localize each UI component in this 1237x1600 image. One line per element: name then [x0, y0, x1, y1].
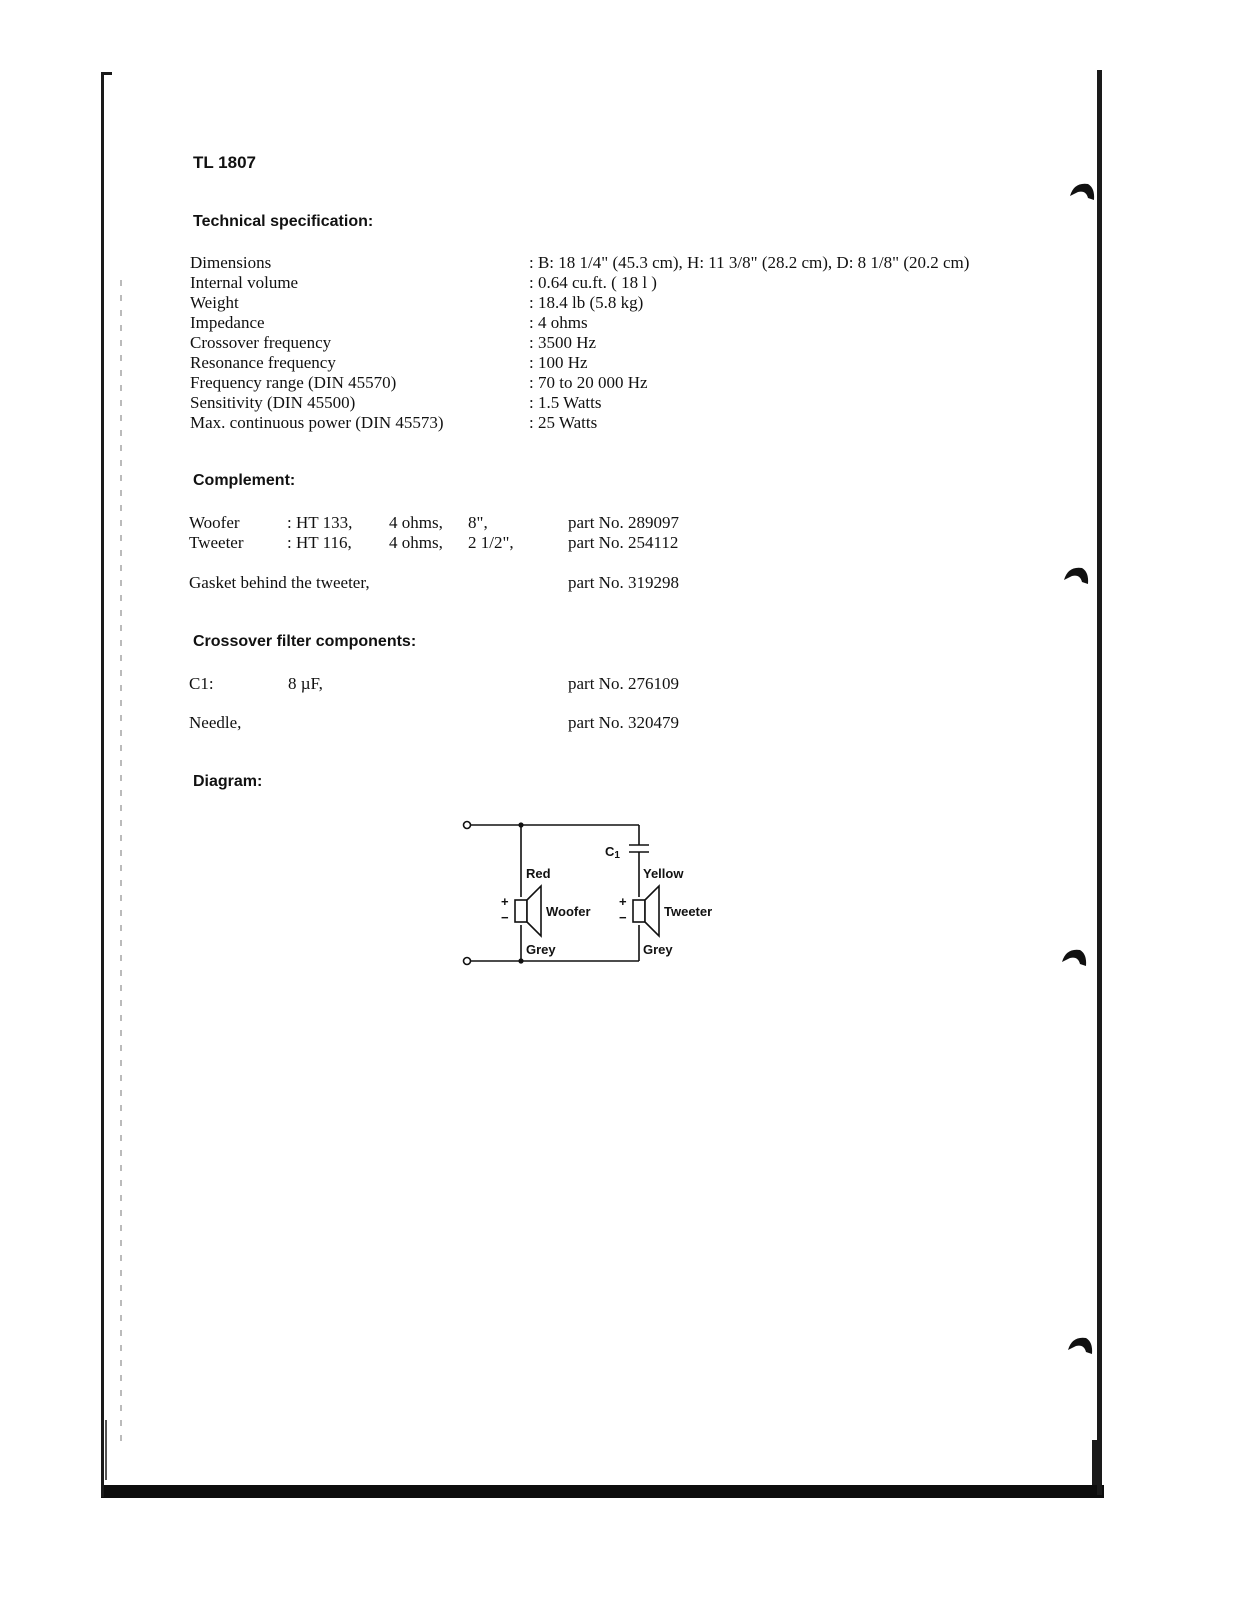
- punch-hole-mark: [1068, 178, 1096, 206]
- component-name: Needle,: [189, 713, 242, 732]
- part-number: part No. 254112: [568, 533, 679, 552]
- driver-name: Tweeter: [189, 533, 244, 552]
- gasket-label: Gasket behind the tweeter,: [189, 573, 370, 592]
- driver-name: Woofer: [189, 513, 240, 532]
- complement-heading: Complement:: [193, 472, 296, 489]
- spec-value: : 4 ohms: [529, 313, 588, 332]
- driver-type: : HT 133,: [287, 513, 353, 532]
- driver-impedance: 4 ohms,: [389, 533, 443, 552]
- spec-value: : 100 Hz: [529, 353, 588, 372]
- punch-hole-mark: [1060, 944, 1088, 972]
- spec-value: : 0.64 cu.ft. ( 18 l ): [529, 273, 657, 292]
- part-number: part No. 276109: [568, 674, 679, 693]
- tweeter-minus-label: −: [619, 910, 627, 925]
- woofer-label: Woofer: [546, 904, 591, 919]
- part-number: part No. 289097: [568, 513, 679, 532]
- driver-impedance: 4 ohms,: [389, 513, 443, 532]
- crossover-heading: Crossover filter components:: [193, 633, 417, 650]
- spec-value: : 70 to 20 000 Hz: [529, 373, 648, 392]
- spec-label: Dimensions: [190, 253, 272, 272]
- woofer-plus-label: +: [501, 894, 509, 909]
- driver-size: 2 1/2",: [468, 533, 514, 552]
- punch-hole-mark: [1066, 1332, 1094, 1360]
- spec-value: : 3500 Hz: [529, 333, 597, 352]
- woofer-minus-label: −: [501, 910, 509, 925]
- spec-label: Internal volume: [190, 273, 299, 292]
- spec-label: Impedance: [190, 313, 265, 332]
- spec-label: Crossover frequency: [190, 333, 332, 352]
- punch-hole-mark: [1062, 562, 1090, 590]
- diagram-heading: Diagram:: [193, 773, 263, 790]
- part-number: part No. 320479: [568, 713, 679, 732]
- spec-value: : 25 Watts: [529, 413, 598, 432]
- junction-dot: [518, 822, 523, 827]
- spec-label: Weight: [190, 293, 239, 312]
- model-title: TL 1807: [193, 153, 257, 172]
- spec-label: Resonance frequency: [190, 353, 336, 372]
- driver-type: : HT 116,: [287, 533, 352, 552]
- woofer-speaker-icon: [515, 886, 541, 936]
- woofer-wire-grey-label: Grey: [526, 942, 556, 957]
- part-number: part No. 319298: [568, 573, 679, 592]
- component-name: C1:: [189, 674, 214, 693]
- tweeter-plus-label: +: [619, 894, 627, 909]
- crossover-circuit-diagram: [455, 812, 735, 972]
- tweeter-wire-grey-label: Grey: [643, 942, 673, 957]
- spec-value: : 1.5 Watts: [529, 393, 602, 412]
- capacitor-label: C1: [605, 844, 620, 861]
- component-value: 8 µF,: [288, 674, 323, 693]
- spec-value: : B: 18 1/4" (45.3 cm), H: 11 3/8" (28.2 cm), D: 8 1/8" (20.2 cm): [529, 253, 970, 272]
- tweeter-label: Tweeter: [664, 904, 713, 919]
- tweeter-speaker-icon: [633, 886, 659, 936]
- junction-dot: [518, 958, 523, 963]
- spec-label: Frequency range (DIN 45570): [190, 373, 397, 392]
- tweeter-wire-yellow-label: Yellow: [643, 866, 684, 881]
- woofer-wire-red-label: Red: [526, 866, 551, 881]
- driver-size: 8",: [468, 513, 488, 532]
- spec-label: Sensitivity (DIN 45500): [190, 393, 356, 412]
- spec-label: Max. continuous power (DIN 45573): [190, 413, 444, 432]
- spec-value: : 18.4 lb (5.8 kg): [529, 293, 644, 312]
- technical-spec-heading: Technical specification:: [193, 213, 374, 230]
